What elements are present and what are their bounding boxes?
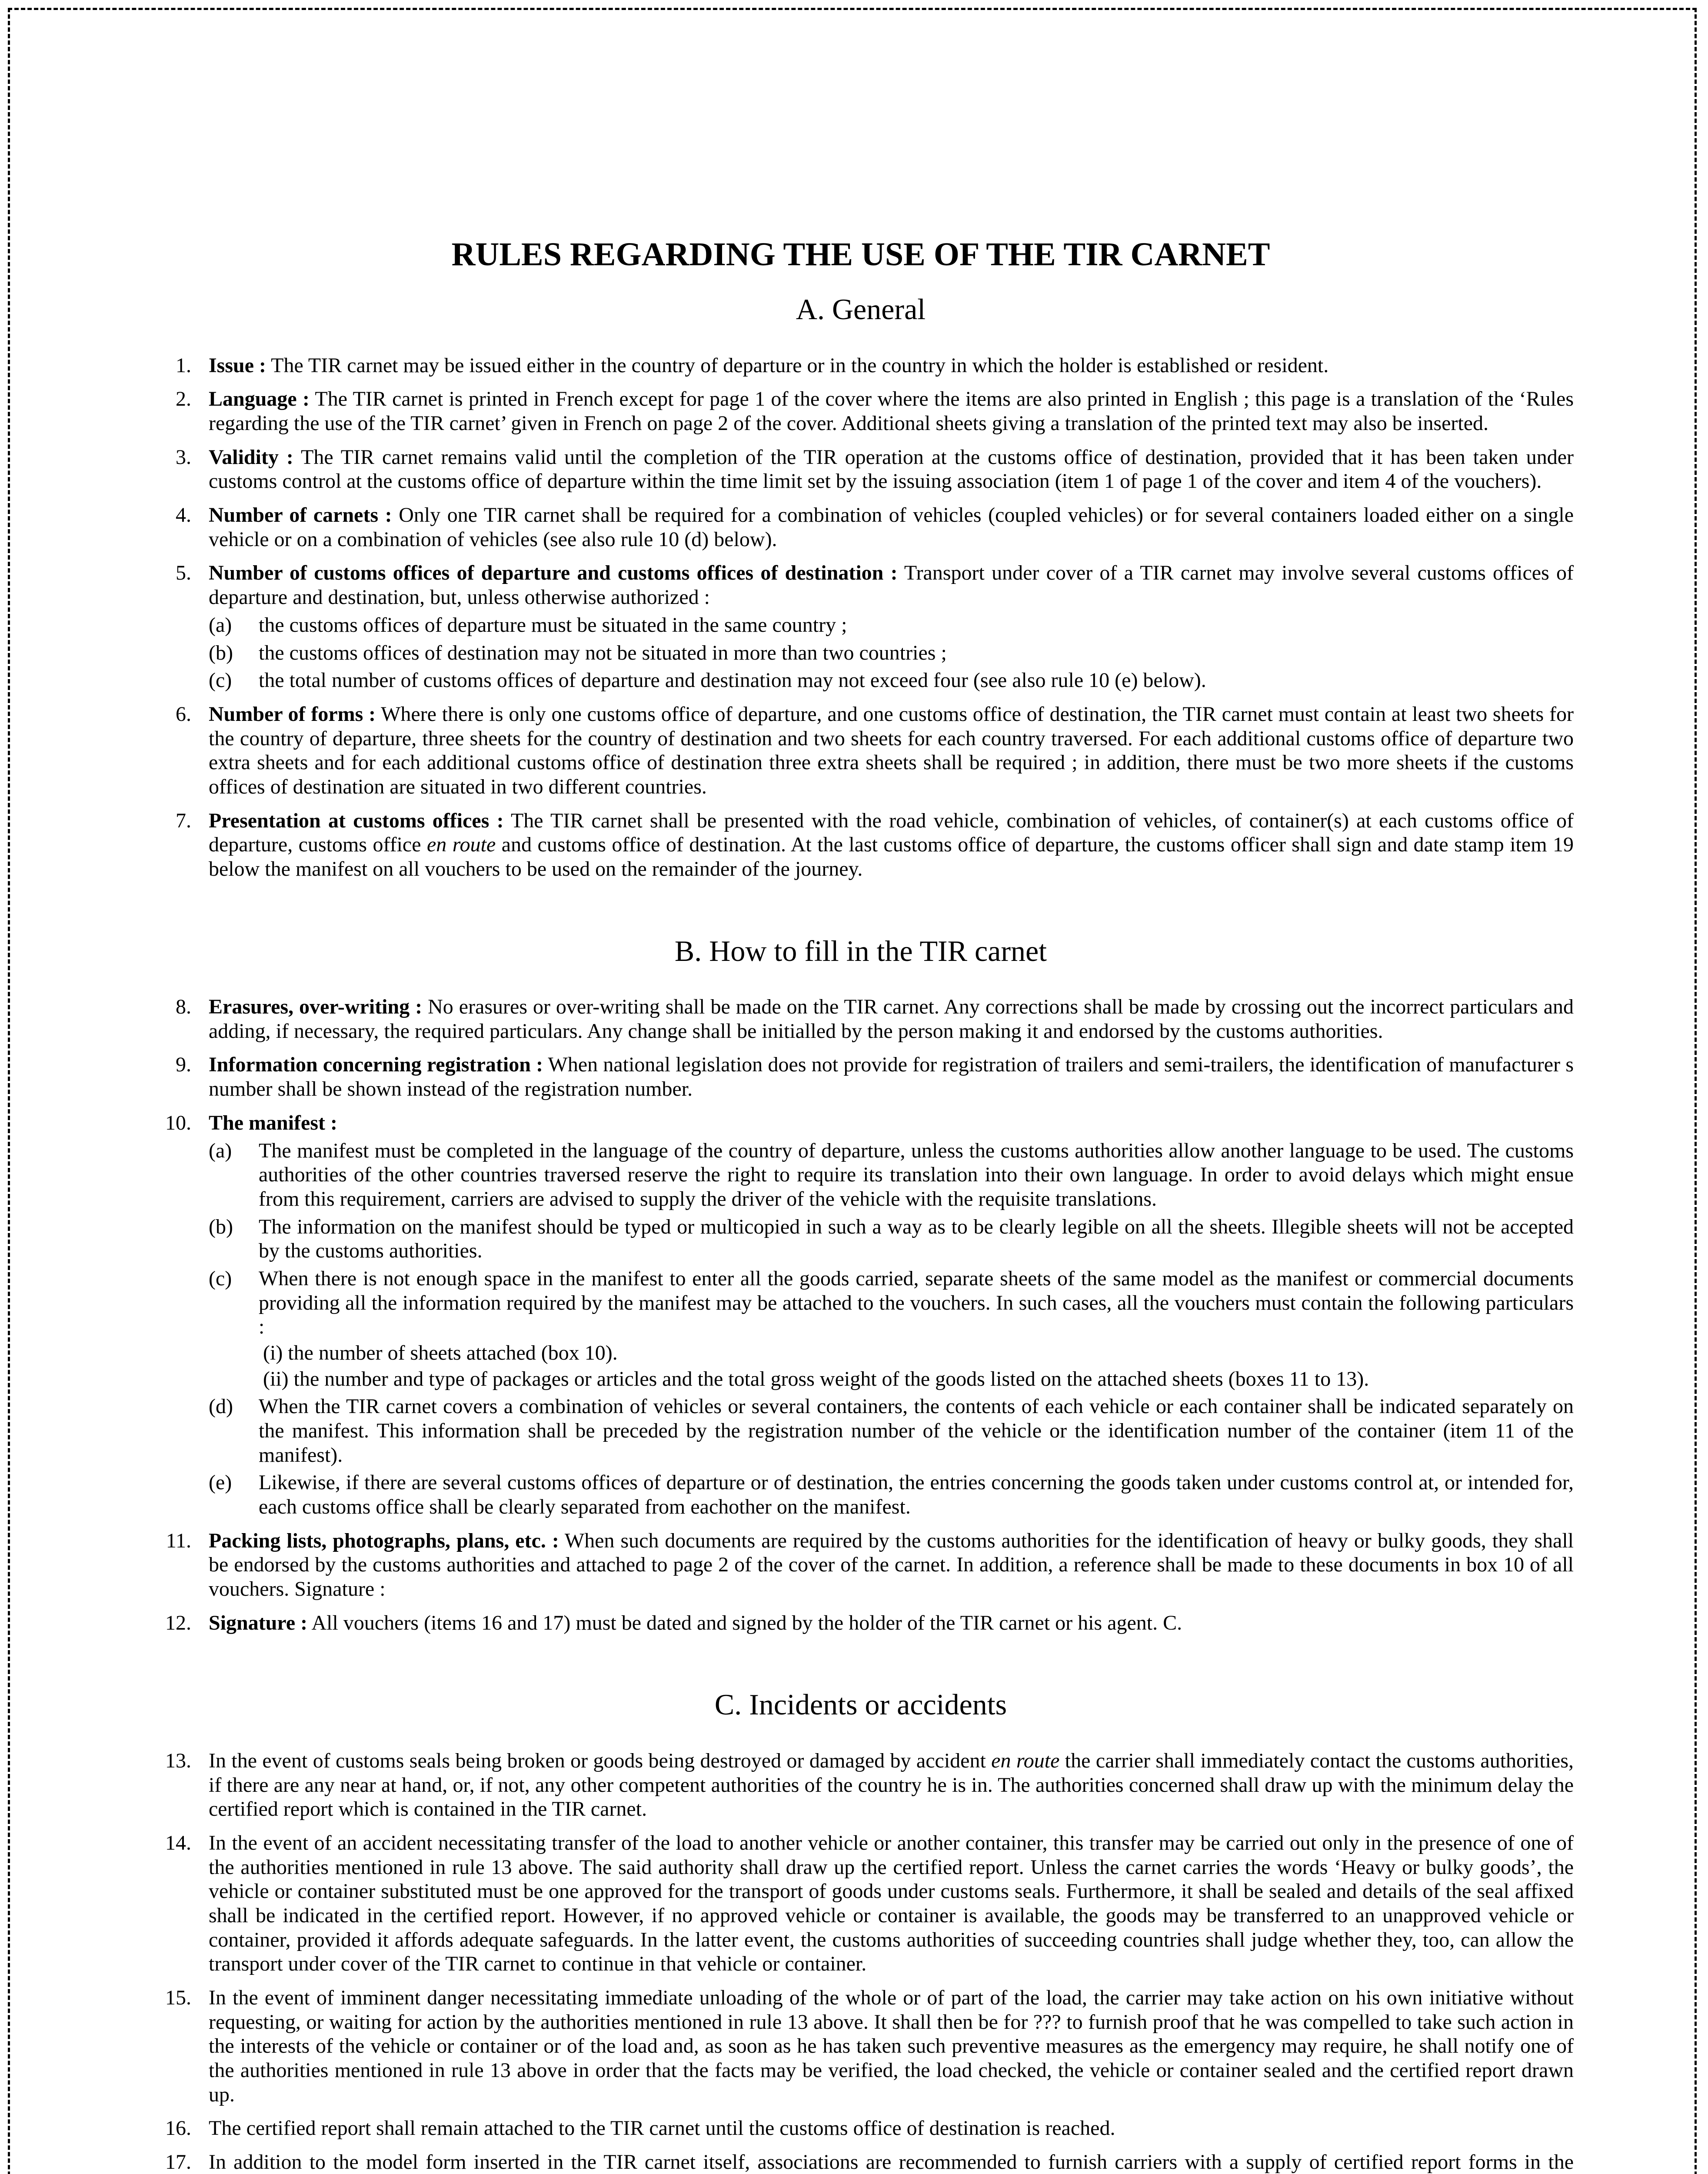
sub-item-text: The manifest must be completed in the language of the country of departure, unless the customs authorities allow another language to be used. The customs authorities of the other countries traversed reserve the right to require its translation into their own language. In order to avoid delays which might ensue from this requirement, carriers are advised to supply the driver of the vehicle with the requisite translations. — [259, 1139, 1574, 1210]
sub-item — [209, 1394, 1574, 1467]
sub-item-text: When there is not enough space in the manifest to enter all the goods carried, separate sheets of the same model as the manifest or commercial documents providing all the information required by the manifest may be attached to the vouchers. In such cases, all the vouchers must contain the following particulars : — [259, 1267, 1574, 1339]
sub-item — [209, 641, 1574, 665]
rule-7-presentation — [148, 809, 1574, 881]
sub-item — [209, 1139, 1574, 1211]
rule-text: In the event of an accident necessitating transfer of the load to another vehicle or another container, this transfer may be carried out only in the presence of one of the authorities mentioned in rule 13 above. The said authority shall draw up the certified report. Unless the carnet carries the words ‘Heavy or bulky goods’, the vehicle or container substituted must be one approved for the transport of goods under customs seals. Furthermore, it shall be sealed and details of the seal affixed shall be indicated in the certified report. However, if no approved vehicle or container is available, the goods may be transferred to an unapproved vehicle or container, provided it affords adequate safeguards. In the latter event, the customs authorities of succeeding countries shall judge whether they, too, can allow the transport under cover of the TIR carnet to continue in that vehicle or container. — [209, 1831, 1574, 1976]
sub-item-text: When the TIR carnet covers a combination of vehicles or several containers, the contents of each vehicle or each container shall be indicated separately on the manifest. This information shall be preceded by the registration number of the vehicle or the identification number of the container (item 11 of the manifest). — [259, 1395, 1574, 1467]
sub-sub-item: (ii) the number and type of packages or articles and the total gross weight of the goods listed on the attached sheets (boxes 11 to 13). — [263, 1367, 1369, 1390]
sub-item-text: The information on the manifest should be typed or multicopied in such a way as to be clearly legible on all the sheets. Illegible sheets will not be accepted by the customs authorities. — [259, 1215, 1574, 1263]
rule-text: In the event of customs seals being broken or goods being destroyed or damaged by accident — [209, 1749, 992, 1772]
sub-item-letter: (a) — [209, 613, 232, 637]
sub-item — [209, 668, 1574, 693]
rule-title: Presentation at customs offices : — [209, 809, 504, 832]
rule-9-registration — [148, 1053, 1574, 1101]
rule-text: When such documents are required by the customs authorities for the identification of heavy or bulky goods, they shall be endorsed by the customs authorities and attached to page 2 of the cover of the carnet. In addition, a reference shall be made to these documents in box 10 of all vouchers. Signature : — [209, 1529, 1574, 1600]
rule-title: Issue : — [209, 353, 266, 377]
rule-text: The TIR carnet may be issued either in the country of departure or in the country in which the holder is established or resident. — [266, 353, 1329, 377]
sub-item-text: Likewise, if there are several customs offices of departure or of destination, the entries concerning the goods taken under customs control at, or intended for, each customs office shall be clearly separated from eachother on the manifest. — [259, 1471, 1574, 1518]
rule-10-manifest — [148, 1111, 1574, 1519]
rule-13-seals-broken — [148, 1749, 1574, 1821]
rule-title: Signature : — [209, 1611, 308, 1634]
rule-title: Number of carnets : — [209, 503, 392, 527]
section-title-general: A. General — [796, 293, 926, 326]
rule-text: No erasures or over-writing shall be made on the TIR carnet. Any corrections shall be made by crossing out the incorrect particulars and adding, if necessary, the required particulars. Any change shall be initialled by the person making it and endorsed by the customs authorities. — [209, 995, 1574, 1043]
rule-1-issue — [148, 353, 1574, 378]
rule-text: All vouchers (items 16 and 17) must be dated and signed by the holder of the TIR carnet or his agent. C. — [307, 1611, 1182, 1634]
rule-number: 12. — [165, 1611, 191, 1634]
rule-number: 14. — [165, 1831, 191, 1854]
rule-text: In the event of imminent danger necessitating immediate unloading of the whole or of part of the load, the carrier may take action on his own initiative without requesting, or waiting for action by the authorities mentioned in rule 13 above. It shall then be for ??? to furnish proof that he was compelled to take such action in the interests of the vehicle or container or of the load and, as soon as he has taken such preventive measures as the emergency may require, he shall notify one of the authorities mentioned in rule 13 above in order that the facts may be verified, the load checked, the vehicle or container sealed and the certified report drawn up. — [209, 1986, 1574, 2106]
rule-text: In addition to the model form inserted in the TIR carnet itself, associations are recommended to furnish carriers with a supply of certified report forms in the — [209, 2150, 1574, 2174]
rule-number: 10. — [165, 1111, 191, 1134]
section-incidents — [148, 1687, 1574, 2174]
rule-text-italic: en route — [427, 833, 496, 857]
rule-number: 9. — [176, 1053, 191, 1077]
rule-number: 15. — [165, 1986, 191, 2009]
rule-text: Where there is only one customs office of departure, and one customs office of destination, the TIR carnet must contain at least two sheets for the country of departure, three sheets for the country of destination and two sheets for each country traversed. For each additional customs office of departure two extra sheets and for each additional customs office of destination three extra sheets shall be required ; in addition, there must be two more sheets if the customs offices of destination are situated in two different countries. — [209, 702, 1574, 798]
rule-number: 8. — [176, 995, 191, 1019]
rule-title: Packing lists, photographs, plans, etc. : — [209, 1529, 559, 1552]
rule-5-customs-offices — [148, 561, 1574, 692]
section-title-incidents: C. Incidents or accidents — [714, 1688, 1007, 1721]
rule-11-packing-lists — [148, 1529, 1574, 1601]
sub-item-letter: (b) — [209, 641, 233, 664]
rule-title: Number of customs offices of departure and customs offices of destination : — [209, 561, 898, 585]
rule-8-erasures — [148, 995, 1574, 1043]
rule-text: The certified report shall remain attached to the TIR carnet until the customs office of destination is reached. — [209, 2117, 1115, 2140]
rule-3-validity — [148, 445, 1574, 493]
rule-number: 11. — [166, 1529, 191, 1552]
rule-number: 6. — [176, 702, 191, 726]
sub-item — [209, 613, 1574, 637]
rule-text-italic: en route — [991, 1749, 1060, 1772]
rule-title: Erasures, over-writing : — [209, 995, 423, 1019]
rule-text: Transport under cover of a TIR carnet may involve several customs offices of departure and destination, but, unless otherwise authorized : — [209, 561, 1574, 609]
rule-17-report-forms — [148, 2150, 1574, 2174]
sub-item-letter: (d) — [209, 1395, 233, 1418]
document-title: RULES REGARDING THE USE OF THE TIR CARNET — [451, 236, 1270, 273]
sub-item-letter: (c) — [209, 669, 232, 692]
rule-number: 4. — [176, 503, 191, 527]
sub-item-text: the customs offices of departure must be situated in the same country ; — [259, 613, 847, 637]
section-title-how-to-fill: B. How to fill in the TIR carnet — [674, 934, 1047, 967]
document-body — [148, 235, 1574, 2174]
sub-item — [209, 1267, 1574, 1391]
sub-item-letter: (a) — [209, 1139, 232, 1162]
sub-item-letter: (c) — [209, 1267, 232, 1290]
rule-16-certified-report — [148, 2116, 1574, 2141]
rule-text: Only one TIR carnet shall be required for a combination of vehicles (coupled vehicles) or for several containers loaded either on a single vehicle or on a combination of vehicles (see also rule 10 (d) below). — [209, 503, 1574, 551]
rule-number: 7. — [176, 809, 191, 832]
rule-text: the carrier shall immediately contact the customs authorities, if there are any near at hand, or, if not, any other competent authorities of the country he is in. The authorities concerned shall draw up with the minimum delay the certified report which is contained in the TIR carnet. — [209, 1749, 1574, 1821]
rule-number: 17. — [165, 2150, 191, 2174]
sub-item-text: the customs offices of destination may not be situated in more than two countries ; — [259, 641, 947, 664]
rule-text: The TIR carnet remains valid until the completion of the TIR operation at the customs office of destination, provided that it has been taken under customs control at the customs office of departure within the time limit set by the issuing association (item 1 of page 1 of the cover and item 4 of the vouchers). — [209, 445, 1574, 493]
rule-number: 16. — [165, 2117, 191, 2140]
rule-title: Language : — [209, 387, 310, 411]
rule-number: 2. — [176, 387, 191, 411]
section-general — [148, 292, 1574, 881]
rule-14-transfer-of-load — [148, 1831, 1574, 1976]
rule-text: The TIR carnet shall be presented with the road vehicle, combination of vehicles, of container(s) at each customs office of departure, customs office — [209, 809, 1574, 857]
rule-2-language — [148, 387, 1574, 435]
rule-4-number-of-carnets — [148, 503, 1574, 551]
rule-title: Number of forms : — [209, 702, 376, 726]
section-how-to-fill — [148, 934, 1574, 1635]
rule-number: 1. — [176, 353, 191, 377]
rule-title: Information concerning registration : — [209, 1053, 543, 1077]
rule-text: The TIR carnet is printed in French except for page 1 of the cover where the items are also printed in English ; this page is a translation of the ‘Rules regarding the use of the TIR carnet’ given in French on page 2 of the cover. Additional sheets giving a translation of the printed text may also be inserted. — [209, 387, 1574, 435]
rule-15-imminent-danger — [148, 1986, 1574, 2107]
sub-sub-item: (i) the number of sheets attached (box 10). — [263, 1341, 618, 1364]
rule-6-number-of-forms — [148, 702, 1574, 799]
rule-title: Validity : — [209, 445, 293, 469]
sub-item — [209, 1215, 1574, 1263]
sub-item-letter: (b) — [209, 1215, 233, 1238]
rule-number: 13. — [165, 1749, 191, 1772]
sub-item-letter: (e) — [209, 1471, 232, 1494]
rule-number: 3. — [176, 445, 191, 469]
sub-item — [209, 1470, 1574, 1519]
rule-number: 5. — [176, 561, 191, 585]
sub-item-text: the total number of customs offices of departure and destination may not exceed four (see also rule 10 (e) below). — [259, 669, 1206, 692]
rule-12-signature — [148, 1611, 1574, 1635]
rule-text: When national legislation does not provide for registration of trailers and semi-trailers, the identification of manufacturer s number shall be shown instead of the registration number. — [209, 1053, 1574, 1101]
rule-text: and customs office of destination. At the last customs office of departure, the customs officer shall sign and date stamp item 19 below the manifest on all vouchers to be used on the remainder of the journey. — [209, 833, 1574, 880]
rule-title: The manifest : — [209, 1111, 337, 1134]
